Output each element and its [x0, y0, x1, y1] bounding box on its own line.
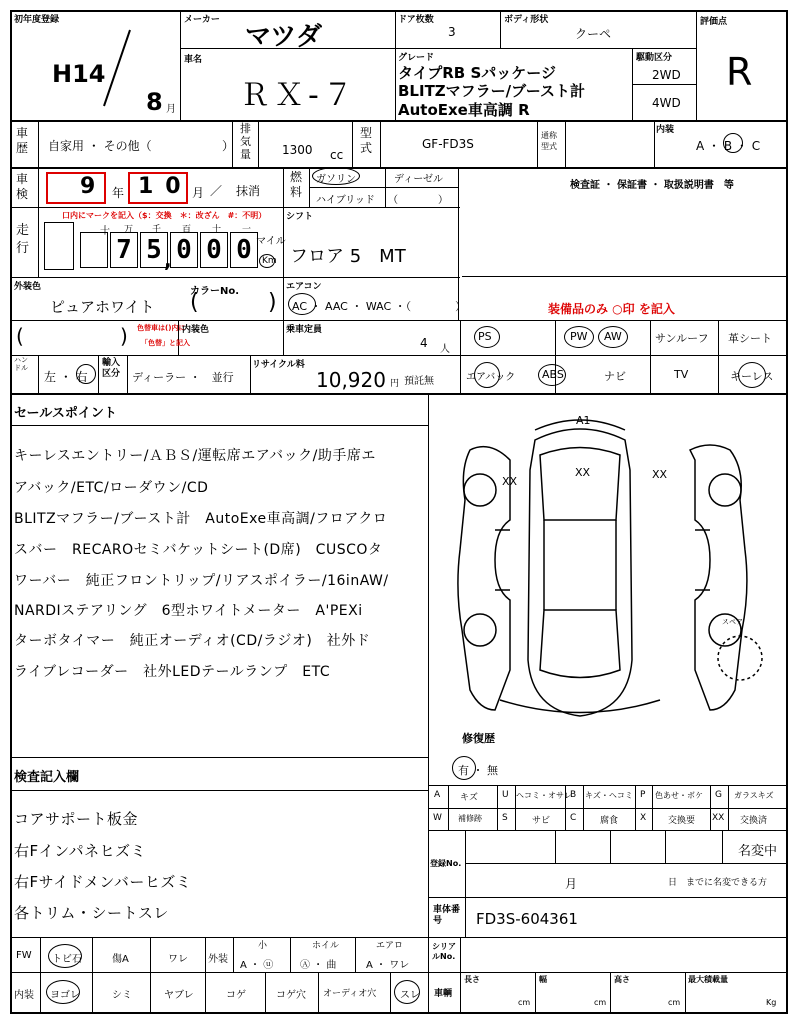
legend-r1-0: A: [434, 790, 441, 800]
interior-grade-mark: [723, 133, 743, 153]
aircon-ac-mark: [288, 293, 316, 315]
wheel-label: ホイル: [312, 941, 340, 951]
reg-month-unit: 月: [166, 104, 176, 115]
vin-label: 車体番号: [433, 905, 461, 926]
displacement-label: 排気量: [240, 122, 251, 161]
yen-unit: 円: [390, 379, 400, 389]
dim-load-unit: Kg: [766, 998, 777, 1007]
sales-line-5: ワーバー 純正フロントリップ/リアスポイラー/16inAW/: [14, 573, 389, 589]
maker-value: マツダ: [245, 22, 322, 52]
sales-line-2: アバック/ETC/ローダウン/CD: [14, 480, 209, 496]
mile-unit: マイル: [256, 236, 286, 247]
recycle-deposit: 預託無: [404, 376, 434, 387]
fuel-other: （ ）: [388, 195, 448, 206]
capacity-label: 乗車定員: [286, 325, 323, 335]
interior-color-label: 内装色: [182, 325, 210, 335]
cc-unit: cc: [330, 148, 344, 162]
color-no-label: カラーNo.: [190, 286, 240, 297]
legend-r1-9: ガラスキズ: [734, 791, 774, 800]
equip-navi: ナビ: [604, 370, 626, 383]
exterior-color-label: 外装色: [14, 282, 42, 292]
doors-value: 3: [448, 25, 456, 39]
car-name-label: 車名: [184, 55, 203, 65]
aircon-options: AC ・ AAC ・ WAC ・（ ）: [292, 300, 467, 313]
import-label: 輸入区分: [102, 358, 121, 379]
fw-label: FW: [16, 950, 32, 961]
equip-airbag-mark: [474, 362, 500, 388]
insp-year-unit: 年: [112, 186, 125, 200]
sales-line-6: NARDIステアリング 6型ホワイトメーター A'PEXi: [14, 603, 363, 619]
legend-r1-4: B: [570, 790, 577, 800]
int-audio-hole: オーディオ穴: [323, 989, 377, 999]
capacity-value: 4: [420, 336, 428, 350]
legend-r1-6: P: [640, 790, 646, 800]
dim-length-unit: cm: [518, 998, 531, 1007]
equipment-note: 装備品のみ ○印 を記入: [548, 302, 675, 316]
legend-r2-7: 交換要: [668, 816, 696, 826]
digit-label-hyaku: 百: [182, 225, 192, 235]
sales-line-1: キーレスエントリー/ＡＢＳ/運転席エアバック/助手席エ: [14, 448, 376, 464]
diagram-mark-a1: A1: [576, 414, 591, 427]
ext-small: 小: [258, 941, 268, 951]
digit-label-10man: 十: [100, 226, 110, 237]
doors-label: ドア枚数: [398, 15, 434, 25]
legend-r2-8: XX: [712, 813, 725, 823]
dim-height-unit: cm: [668, 998, 681, 1007]
legend-r1-3: ヘコミ・オサレ: [516, 791, 572, 800]
fuel-gasoline-mark: [312, 167, 360, 185]
reg-slash: [100, 28, 140, 108]
mileage-label: 走行: [16, 223, 30, 256]
aircon-label: エアコン: [286, 282, 322, 292]
usage-label: 車歴: [16, 126, 29, 155]
equip-abs: ABS: [542, 368, 564, 381]
legend-r2-5: 腐食: [600, 816, 619, 826]
serial-label: シリアルNo.: [432, 942, 456, 961]
equip-abs-mark: [538, 364, 566, 386]
legend-r2-6: X: [640, 813, 647, 823]
inspection-notes-label: 検査記入欄: [14, 770, 80, 785]
vin-value: FD3S-604361: [476, 910, 578, 928]
int-dirt: ヨゴレ: [50, 990, 80, 1001]
interior-grade: A ・ B ・ C: [696, 139, 761, 153]
diagram-mark-xx-center: XX: [575, 466, 591, 479]
km-unit: Km: [262, 256, 277, 266]
name-change: 名変中: [738, 844, 778, 859]
fuel-hybrid: ハイブリッド: [316, 195, 375, 206]
wheel-value: Ⓐ ・ 曲: [300, 960, 337, 971]
body-shape-label: ボディ形状: [504, 15, 549, 25]
km-unit-mark: [259, 254, 275, 268]
legend-r2-9: 交換済: [740, 816, 768, 826]
grade-line-2: BLITZマフラー/ブースト計: [398, 82, 585, 100]
drive-4wd: 4WD: [652, 96, 681, 110]
int-stain: シミ: [112, 990, 132, 1001]
insp-month-unit: 月: [192, 186, 205, 200]
ext-label: 外装: [208, 954, 228, 965]
shift-label: シフト: [286, 212, 314, 222]
insp-cancel: 抹消: [236, 184, 261, 198]
int-burn: コゲ: [226, 990, 246, 1001]
legend-r1-1: キズ: [460, 793, 478, 803]
legend-r1-7: 色あせ・ボケ: [655, 791, 703, 800]
diagram-mark-xx-left: XX: [502, 475, 518, 488]
grade-score-label: 評価点: [700, 17, 728, 27]
sales-line-8: ライブレコーダー 社外LEDテールランプ ETC: [14, 664, 331, 680]
diagram-mark-xx-right: XX: [652, 468, 668, 481]
repair-history-value: 有 ・ 無: [458, 764, 498, 777]
grade-score-value: R: [726, 50, 753, 94]
legend-r1-2: U: [502, 790, 509, 800]
repair-history-label: 修復歴: [462, 732, 495, 745]
common-model-label: 通称型式: [541, 131, 557, 151]
equip-ps: PS: [478, 330, 492, 343]
dim-height-label: 高さ: [614, 975, 630, 984]
color-change-note-1: 色替車は()内に: [137, 324, 186, 332]
sales-points-label: セールスポイント: [14, 406, 117, 421]
legend-r2-3: サビ: [532, 816, 551, 826]
fw-scratch: 傷A: [112, 954, 129, 965]
equip-tv: TV: [674, 368, 689, 381]
deadline-month: 月: [565, 877, 578, 891]
exterior-color-value: ピュアホワイト: [50, 298, 155, 316]
reg-month: 8: [146, 88, 163, 116]
maker-label: メーカー: [184, 15, 220, 25]
insp-year: 9: [80, 174, 96, 199]
usage-value: 自家用 ・ その他（: [48, 139, 152, 153]
int-wear: スレ: [400, 990, 420, 1001]
insp-month: 10: [138, 174, 193, 199]
ext-small-value: A ・ ⓤ: [240, 960, 274, 971]
handle-label: ハンドル: [14, 356, 28, 372]
aero-label: エアロ: [376, 941, 404, 951]
equip-leather: 革シート: [728, 332, 772, 345]
color-change-note-2: 「色替」と記入: [141, 339, 190, 347]
shift-value: フロア 5 MT: [290, 246, 406, 267]
int-tear: ヤブレ: [164, 990, 194, 1001]
aero-value: A ・ ワレ: [366, 960, 410, 971]
legend-r1-8: G: [715, 790, 722, 800]
spare-label: スペア: [722, 618, 743, 626]
equip-pw: PW: [570, 330, 588, 343]
int-wear-mark: [394, 980, 420, 1004]
digit-label-juu: 十: [212, 225, 222, 235]
repair-yes-mark: [452, 756, 476, 780]
sales-line-4: スバー RECAROセミバケットシート(D席) CUSCOタ: [14, 542, 383, 558]
first-reg-label: 初年度登録: [14, 15, 60, 25]
digit-label-ichi: 一: [242, 225, 252, 235]
legend-r2-0: W: [433, 813, 442, 823]
grade-line-1: タイプRB Sパッケージ: [398, 64, 556, 82]
persons-unit: 人: [440, 344, 450, 355]
int-dirt-mark: [46, 980, 80, 1004]
equip-ps-mark: [474, 326, 500, 348]
docs-value: 検査証 ・ 保証書 ・ 取扱説明書 等: [570, 180, 734, 191]
legend-r2-1: 補修跡: [458, 814, 482, 823]
car-diagram: [440, 410, 780, 730]
drive-2wd: 2WD: [652, 68, 681, 82]
digit-label-man: 万: [124, 225, 134, 235]
insp-line-4: 各トリム・シートスレ: [14, 904, 169, 922]
dim-length-label: 長さ: [464, 975, 480, 984]
legend-r2-2: S: [502, 813, 508, 823]
inspection-label: 車検: [16, 172, 29, 201]
drive-label: 駆動区分: [636, 53, 673, 63]
dimensions-label: 車輌: [434, 989, 453, 999]
registration-label: 登録No.: [430, 859, 462, 868]
fuel-diesel: ディーゼル: [394, 174, 443, 185]
grade-line-3: AutoExe車高調 R: [398, 101, 530, 119]
handle-right-mark: [76, 364, 96, 384]
fuel-gasoline: ガソリン: [316, 174, 356, 185]
fw-chip-mark: [48, 944, 82, 968]
insp-line-3: 右Fサイドメンバーヒズミ: [14, 873, 192, 891]
legend-r2-4: C: [570, 813, 577, 823]
body-shape-value: クーペ: [575, 27, 612, 41]
digit-label-sen: 千: [152, 225, 162, 235]
dim-width-unit: cm: [594, 998, 607, 1007]
mileage-note: 口内にマークを記入（$：交換 ＊：改ざん #：不明）: [62, 211, 267, 220]
sales-line-7: ターボタイマー 純正オーディオ(CD/ラジオ) 社外ド: [14, 633, 371, 649]
equip-airbag: エアバック: [466, 372, 516, 383]
grade-label: グレード: [398, 53, 435, 63]
equip-keyless-mark: [738, 362, 766, 388]
handle-value: 左 ・ 右: [44, 370, 88, 384]
fw-chip: トビ石: [52, 954, 82, 965]
equip-aw-mark: [598, 326, 628, 348]
fw-crack: ワレ: [168, 954, 188, 965]
interior-label: 内装: [656, 125, 675, 135]
usage-close: ）: [222, 139, 235, 153]
reg-year: H14: [52, 60, 106, 88]
insp-line-1: コアサポート板金: [14, 810, 139, 828]
car-name-value: ＲＸ-７: [240, 78, 357, 113]
displacement-value: 1300: [282, 143, 313, 157]
recycle-fee: 10,920: [316, 368, 386, 392]
recycle-label: リサイクル料: [252, 360, 305, 370]
int-label: 内装: [14, 990, 34, 1001]
equip-keyless: キーレス: [730, 370, 774, 383]
equip-sunroof: サンルーフ: [655, 332, 709, 345]
dim-load-label: 最大積載量: [688, 975, 728, 984]
import-value: ディーラー ・ 並行: [132, 371, 234, 384]
equip-aw: AW: [604, 330, 622, 343]
model-label: 型式: [360, 126, 373, 155]
int-burn-hole: コゲ穴: [276, 990, 306, 1001]
deadline-text: 日 までに名変できる方: [668, 878, 768, 888]
fuel-label: 燃料: [290, 170, 303, 199]
equip-pw-mark: [564, 326, 594, 348]
legend-r1-5: キズ・ヘコミ: [585, 791, 633, 800]
dim-width-label: 幅: [539, 975, 547, 984]
insp-line-2: 右Fインパネヒズミ: [14, 842, 147, 860]
model-value: GF-FD3S: [422, 137, 474, 151]
sales-line-3: BLITZマフラー/ブースト計 AutoExe車高調/フロアクロ: [14, 511, 388, 527]
